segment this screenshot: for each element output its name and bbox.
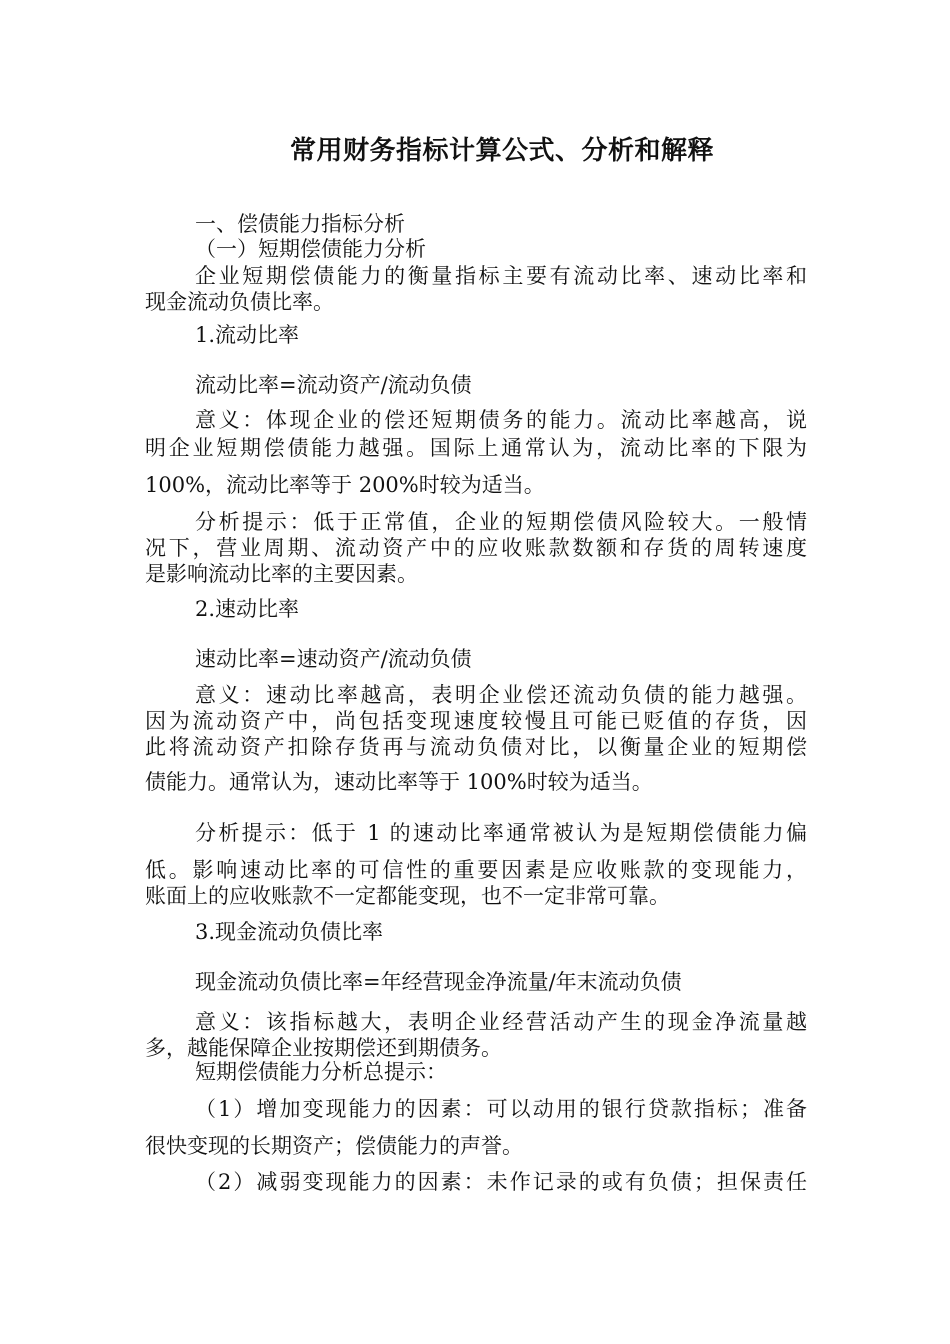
paragraph-line: 企业短期偿债能力的衡量指标主要有流动比率、速动比率和 bbox=[195, 264, 807, 288]
formula-line: 流动比率=流动资产/流动负债 bbox=[195, 373, 472, 397]
item-heading: 3.现金流动负债比率 bbox=[195, 920, 384, 944]
paragraph-line: 低。影响速动比率的可信性的重要因素是应收账款的变现能力， bbox=[145, 858, 807, 882]
paragraph-line: 意义：体现企业的偿还短期债务的能力。流动比率越高，说 bbox=[195, 408, 807, 432]
paragraph-line: 意义：速动比率越高，表明企业偿还流动负债的能力越强。 bbox=[195, 683, 807, 707]
section-heading: 一、偿债能力指标分析 bbox=[195, 212, 405, 236]
formula-line: 现金流动负债比率=年经营现金净流量/年末流动负债 bbox=[195, 970, 682, 994]
subsection-heading: （一）短期偿债能力分析 bbox=[195, 237, 426, 261]
paragraph-line: 债能力。通常认为，速动比率等于 100%时较为适当。 bbox=[145, 770, 653, 794]
paragraph-line: 是影响流动比率的主要因素。 bbox=[145, 562, 418, 586]
paragraph-line: 很快变现的长期资产；偿债能力的声誉。 bbox=[145, 1134, 523, 1158]
paragraph-line: 意义：该指标越大，表明企业经营活动产生的现金净流量越 bbox=[195, 1010, 807, 1034]
paragraph-line: （2）减弱变现能力的因素：未作记录的或有负债；担保责任 bbox=[195, 1170, 807, 1194]
document-title: 常用财务指标计算公式、分析和解释 bbox=[289, 136, 714, 166]
formula-line: 速动比率=速动资产/流动负债 bbox=[195, 647, 472, 671]
paragraph-line: 100%，流动比率等于 200%时较为适当。 bbox=[145, 473, 545, 497]
paragraph-line: （1）增加变现能力的因素：可以动用的银行贷款指标；准备 bbox=[195, 1097, 807, 1121]
paragraph-line: 明企业短期偿债能力越强。国际上通常认为，流动比率的下限为 bbox=[145, 436, 807, 460]
item-heading: 2.速动比率 bbox=[195, 597, 300, 621]
paragraph-line: 账面上的应收账款不一定都能变现，也不一定非常可靠。 bbox=[145, 884, 670, 908]
paragraph-line: 短期偿债能力分析总提示： bbox=[195, 1060, 447, 1084]
paragraph-line: 况下，营业周期、流动资产中的应收账款数额和存货的周转速度 bbox=[145, 536, 807, 560]
paragraph-line: 分析提示：低于 1 的速动比率通常被认为是短期偿债能力偏 bbox=[195, 821, 807, 845]
paragraph-line: 多，越能保障企业按期偿还到期债务。 bbox=[145, 1036, 502, 1060]
paragraph-line: 因为流动资产中，尚包括变现速度较慢且可能已贬值的存货，因 bbox=[145, 709, 807, 733]
paragraph-line: 现金流动负债比率。 bbox=[145, 290, 334, 314]
paragraph-line: 分析提示：低于正常值，企业的短期偿债风险较大。一般情 bbox=[195, 510, 807, 534]
item-heading: 1.流动比率 bbox=[195, 323, 300, 347]
paragraph-line: 此将流动资产扣除存货再与流动负债对比，以衡量企业的短期偿 bbox=[145, 735, 807, 759]
